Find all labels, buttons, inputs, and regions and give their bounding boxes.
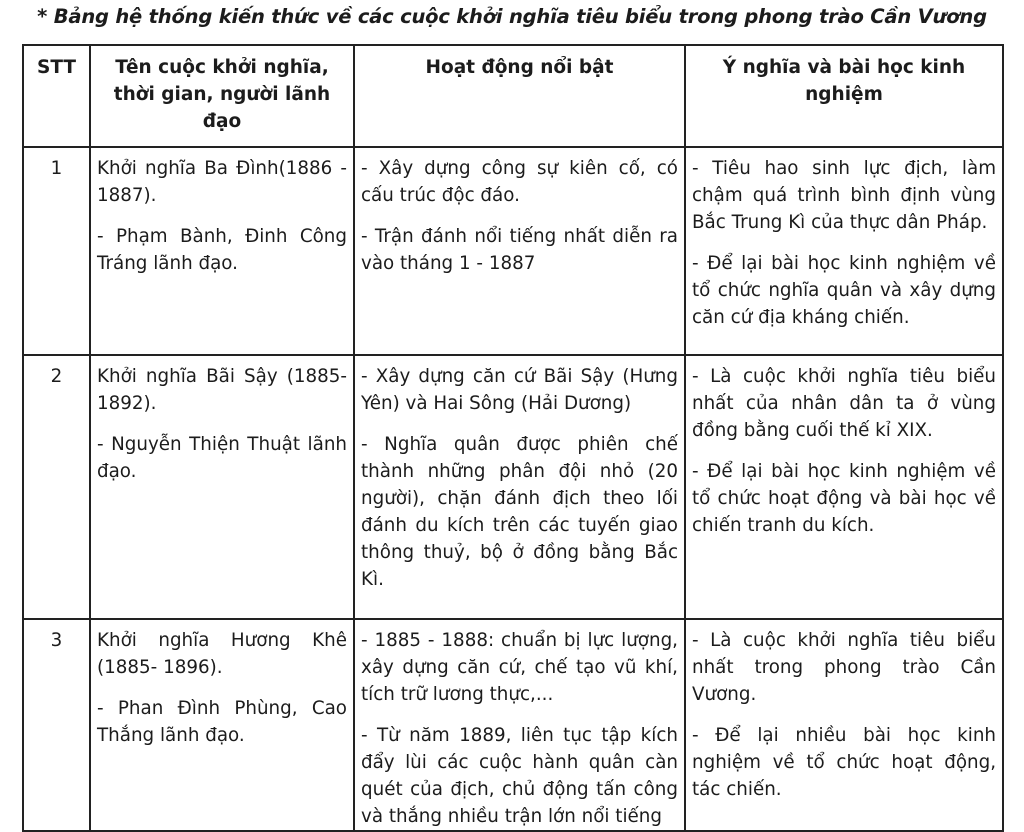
cell-stt: 1: [23, 147, 90, 355]
header-meaning: Ý nghĩa và bài học kinh nghiệm: [685, 45, 1003, 147]
table-header-row: [23, 45, 1003, 147]
cell-activities: [354, 619, 685, 831]
cell-meaning: [685, 147, 1003, 355]
cell-stt: 3: [23, 619, 90, 831]
paragraph: - Là cuộc khởi nghĩa tiêu biểu nhất trong phong trào Cần Vương.: [692, 630, 996, 705]
paragraph: - Nguyễn Thiện Thuật lãnh đạo.: [97, 434, 347, 482]
uprisings-table: [22, 44, 1004, 832]
paragraph: Khởi nghĩa Bãi Sậy (1885-1892).: [97, 366, 347, 414]
cell-activities: [354, 355, 685, 619]
header-activities: Hoạt động nổi bật: [354, 45, 685, 147]
paragraph: - Từ năm 1889, liên tục tập kích đẩy lùi các cuộc hành quân càn quét của địch, chủ động tấn công và thắng nhiều trận lớn nổi tiếng: [361, 725, 678, 827]
paragraph: - Phạm Bành, Đinh Công Tráng lãnh đạo.: [97, 226, 347, 274]
paragraph: - Để lại bài học kinh nghiệm về tổ chức nghĩa quân và xây dựng căn cứ địa kháng chiến.: [692, 253, 996, 328]
paragraph: - Xây dựng công sự kiên cố, có cấu trúc độc đáo.: [361, 158, 678, 206]
paragraph: - Để lại nhiều bài học kinh nghiệm về tổ chức hoạt động, tác chiến.: [692, 725, 996, 800]
cell-name: [90, 147, 354, 355]
paragraph: - Trận đánh nổi tiếng nhất diễn ra vào tháng 1 - 1887: [361, 226, 678, 274]
document-title: * Bảng hệ thống kiến thức về các cuộc khởi nghĩa tiêu biểu trong phong trào Cần Vương: [37, 5, 987, 28]
paragraph: Khởi nghĩa Ba Đình(1886 - 1887).: [97, 158, 347, 206]
table-row: [23, 619, 1003, 831]
table-row: [23, 147, 1003, 355]
paragraph: - Tiêu hao sinh lực địch, làm chậm quá trình bình định vùng Bắc Trung Kì của thực dân Pháp.: [692, 158, 996, 233]
cell-meaning: [685, 355, 1003, 619]
paragraph: - Phan Đình Phùng, Cao Thắng lãnh đạo.: [97, 698, 347, 746]
paragraph: - Nghĩa quân được phiên chế thành những phân đội nhỏ (20 người), chặn đánh địch theo lối đánh du kích trên các tuyến giao thông thuỷ, bộ ở đồng bằng Bắc Kì.: [361, 434, 678, 590]
table-row: [23, 355, 1003, 619]
cell-name: [90, 355, 354, 619]
header-name: Tên cuộc khởi nghĩa, thời gian, người lãnh đạo: [90, 45, 354, 147]
paragraph: - Xây dựng căn cứ Bãi Sậy (Hưng Yên) và Hai Sông (Hải Dương): [361, 366, 678, 414]
header-stt: STT: [23, 45, 90, 147]
cell-activities: [354, 147, 685, 355]
cell-meaning: [685, 619, 1003, 831]
paragraph: Khởi nghĩa Hương Khê (1885- 1896).: [97, 630, 347, 678]
paragraph: - Để lại bài học kinh nghiệm về tổ chức hoạt động và bài học về chiến tranh du kích.: [692, 461, 996, 536]
cell-stt: 2: [23, 355, 90, 619]
cell-name: [90, 619, 354, 831]
paragraph: - Là cuộc khởi nghĩa tiêu biểu nhất của nhân dân ta ở vùng đồng bằng cuối thế kỉ XIX.: [692, 366, 996, 441]
paragraph: - 1885 - 1888: chuẩn bị lực lượng, xây dựng căn cứ, chế tạo vũ khí, tích trữ lương thực,...: [361, 630, 678, 705]
